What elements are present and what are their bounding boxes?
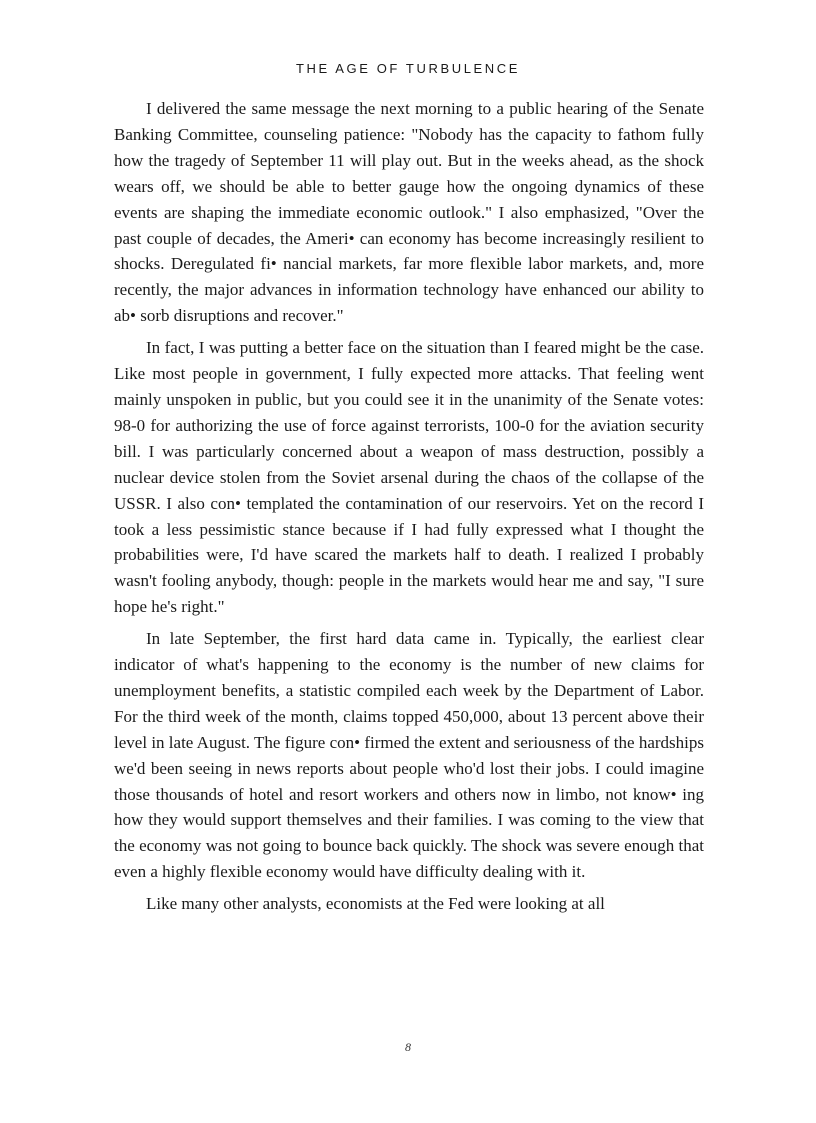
paragraph-4: Like many other analysts, economists at the Fed were looking at all	[146, 894, 605, 914]
paragraph-3: In late September, the first hard data came in. Typically, the earliest clear indicator of what's happening to the economy is the number of new claims for unemployment benefits, a statistic compiled each week by the Department of Labor. For the third week of the month, claims topped 450,000, about 13 percent above their level in late August. The figure con• firmed the extent and seriousness of the hardships we'd been seeing in news reports about people who'd lost their jobs. I could imagine those thousands of hotel and resort workers and others now in limbo, not know• ing how they would support themselves and their families. I was coming to the view that the economy was not going to bounce back quickly. The shock was severe enough that even a highly flexible economy would have difficulty dealing with it.	[114, 629, 704, 882]
running-head: THE AGE OF TURBULENCE	[295, 61, 521, 76]
page-number: 8	[405, 1040, 411, 1054]
body-text	[114, 96, 704, 923]
paragraph-1: I delivered the same message the next morning to a public hearing of the Senate Banking Committee, counseling patience: "Nobody has the capacity to fathom fully how the tragedy of September 11 will play out. But in the weeks ahead, as the shock wears off, we should be able to better gauge how the ongoing dynamics of these events are shaping the immediate economic outlook." I also emphasized, "Over the past couple of decades, the Ameri• can economy has become increasingly resilient to shocks. Deregulated fi• nancial markets, far more flexible labor markets, and, more recently, the major advances in information technology have enhanced our ability to ab• sorb disruptions and recover."	[114, 99, 704, 326]
paragraph-2: In fact, I was putting a better face on the situation than I feared might be the case. Like most people in government, I fully expected more attacks. That feeling went mainly unspoken in public, but you could see it in the unanimity of the Senate votes: 98-0 for authorizing the use of force against terrorists, 100-0 for the aviation security bill. I was particularly concerned about a weapon of mass destruction, possibly a nuclear device stolen from the Soviet arsenal during the chaos of the collapse of the USSR. I also con• templated the contamination of our reservoirs. Yet on the record I took a less pessimistic stance because if I had fully expressed what I thought the probabilities were, I'd have scared the markets half to death. I realized I probably wasn't fooling anybody, though: people in the markets would hear me and say, "I sure hope he's right."	[114, 338, 704, 617]
